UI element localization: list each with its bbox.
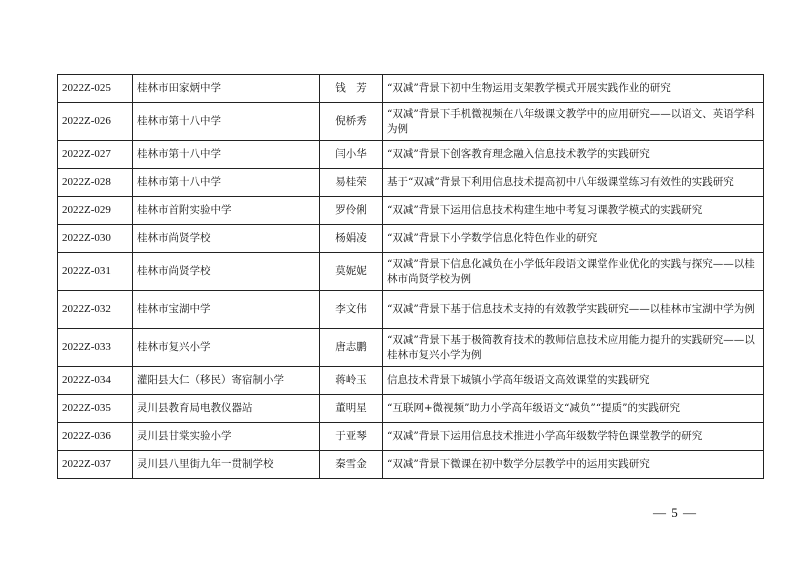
researcher-name-cell: 于亚琴	[320, 423, 383, 451]
school-cell: 桂林市第十八中学	[133, 169, 320, 197]
table-row	[58, 367, 764, 395]
project-id-cell: 2022Z-029	[58, 197, 133, 225]
school-cell: 桂林市田家炳中学	[133, 75, 320, 103]
project-title-cell: “双减”背景下手机微视频在八年级课文教学中的应用研究——以语文、英语学科为例	[383, 103, 764, 141]
table-row	[58, 253, 764, 291]
researcher-name-cell: 倪桥秀	[320, 103, 383, 141]
project-title-cell: “双减”背景下初中生物运用支架教学模式开展实践作业的研究	[383, 75, 764, 103]
project-title-cell: “双减”背景下小学数学信息化特色作业的研究	[383, 225, 764, 253]
table-row	[58, 169, 764, 197]
school-cell: 桂林市第十八中学	[133, 141, 320, 169]
table-row	[58, 75, 764, 103]
project-title-cell: “互联网+微视频”助力小学高年级语文“减负”“提质”的实践研究	[383, 395, 764, 423]
project-id-cell: 2022Z-034	[58, 367, 133, 395]
table-row	[58, 197, 764, 225]
project-id-cell: 2022Z-026	[58, 103, 133, 141]
project-title-cell: “双减”背景下信息化减负在小学低年段语文课堂作业优化的实践与探究——以桂林市尚贤学校为例	[383, 253, 764, 291]
table-row	[58, 225, 764, 253]
researcher-name-cell: 钱 芳	[320, 75, 383, 103]
researcher-name-cell: 秦雪金	[320, 451, 383, 479]
table-row	[58, 103, 764, 141]
project-id-cell: 2022Z-036	[58, 423, 133, 451]
researcher-name-cell: 蒋岭玉	[320, 367, 383, 395]
school-cell: 桂林市首附实验中学	[133, 197, 320, 225]
project-title-cell: “双减”背景下创客教育理念融入信息技术教学的实践研究	[383, 141, 764, 169]
project-id-cell: 2022Z-033	[58, 329, 133, 367]
project-table	[57, 74, 764, 479]
project-title-cell: “双减”背景下基于极简教育技术的教师信息技术应用能力提升的实践研究——以桂林市复兴小学为例	[383, 329, 764, 367]
project-title-cell: 基于“双减”背景下利用信息技术提高初中八年级课堂练习有效性的实践研究	[383, 169, 764, 197]
table-row	[58, 291, 764, 329]
school-cell: 灌阳县大仁（移民）寄宿制小学	[133, 367, 320, 395]
project-id-cell: 2022Z-027	[58, 141, 133, 169]
researcher-name-cell: 董明星	[320, 395, 383, 423]
table-row	[58, 451, 764, 479]
table-row	[58, 395, 764, 423]
table-row	[58, 423, 764, 451]
project-title-cell: 信息技术背景下城镇小学高年级语文高效课堂的实践研究	[383, 367, 764, 395]
project-title-cell: “双减”背景下运用信息技术构建生地中考复习课教学模式的实践研究	[383, 197, 764, 225]
researcher-name-cell: 莫妮妮	[320, 253, 383, 291]
school-cell: 桂林市尚贤学校	[133, 253, 320, 291]
project-title-cell: “双减”背景下微课在初中数学分层教学中的运用实践研究	[383, 451, 764, 479]
table-row	[58, 141, 764, 169]
researcher-name-cell: 罗伶俐	[320, 197, 383, 225]
project-id-cell: 2022Z-028	[58, 169, 133, 197]
project-title-cell: “双减”背景下运用信息技术推进小学高年级数学特色课堂教学的研究	[383, 423, 764, 451]
researcher-name-cell: 易桂荣	[320, 169, 383, 197]
project-id-cell: 2022Z-037	[58, 451, 133, 479]
researcher-name-cell: 李文伟	[320, 291, 383, 329]
table-row	[58, 329, 764, 367]
researcher-name-cell: 唐志鹏	[320, 329, 383, 367]
project-id-cell: 2022Z-030	[58, 225, 133, 253]
project-id-cell: 2022Z-032	[58, 291, 133, 329]
project-id-cell: 2022Z-035	[58, 395, 133, 423]
school-cell: 灵川县甘棠实验小学	[133, 423, 320, 451]
school-cell: 灵川县八里街九年一贯制学校	[133, 451, 320, 479]
school-cell: 灵川县教育局电教仪器站	[133, 395, 320, 423]
school-cell: 桂林市宝湖中学	[133, 291, 320, 329]
school-cell: 桂林市尚贤学校	[133, 225, 320, 253]
project-id-cell: 2022Z-025	[58, 75, 133, 103]
project-id-cell: 2022Z-031	[58, 253, 133, 291]
school-cell: 桂林市复兴小学	[133, 329, 320, 367]
page-number: — 5 —	[653, 505, 697, 520]
researcher-name-cell: 闫小华	[320, 141, 383, 169]
researcher-name-cell: 杨娟凌	[320, 225, 383, 253]
project-title-cell: “双减”背景下基于信息技术支持的有效教学实践研究——以桂林市宝湖中学为例	[383, 291, 764, 329]
school-cell: 桂林市第十八中学	[133, 103, 320, 141]
